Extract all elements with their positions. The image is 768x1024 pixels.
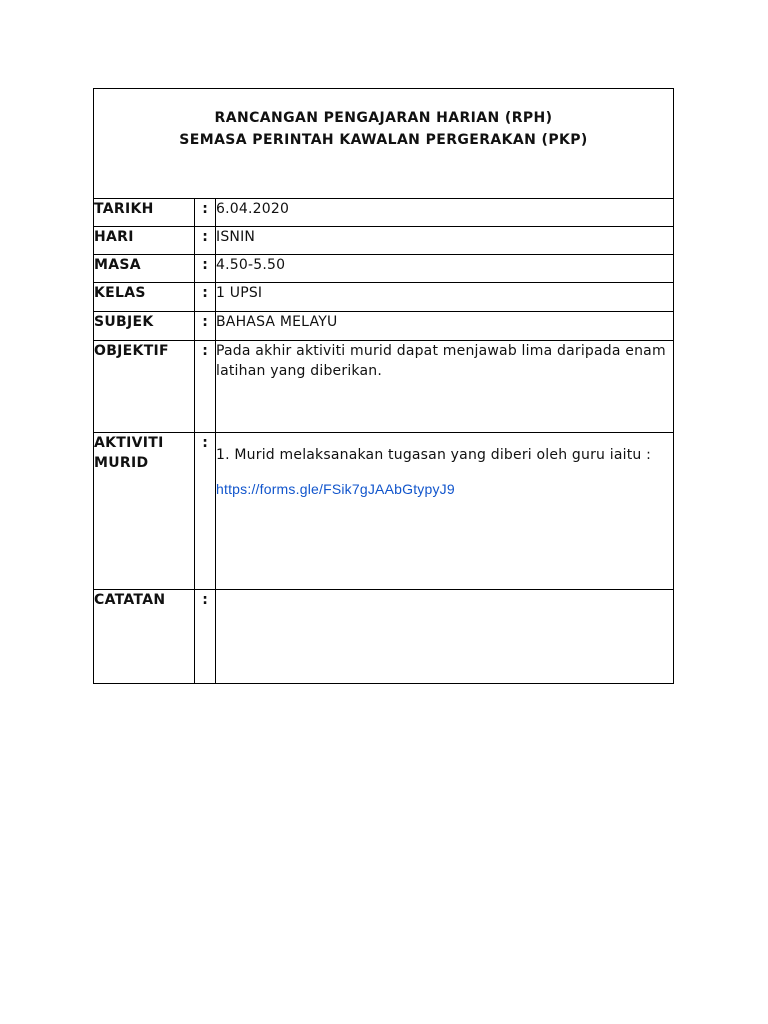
colon-separator: : (195, 341, 216, 433)
title-row (94, 89, 674, 199)
value-objektif: Pada akhir aktiviti murid dapat menjawab lima daripada enam latihan yang diberikan. (216, 341, 674, 433)
colon-separator: : (195, 312, 216, 341)
colon-separator: : (195, 199, 216, 227)
row-hari (94, 227, 674, 255)
value-tarikh: 6.04.2020 (216, 199, 674, 227)
rph-table (93, 88, 674, 684)
value-subjek: BAHASA MELAYU (216, 312, 674, 341)
value-catatan (216, 590, 674, 684)
row-kelas (94, 283, 674, 312)
row-aktiviti-murid (94, 433, 674, 590)
colon-separator: : (195, 283, 216, 312)
label-subjek: SUBJEK (94, 312, 195, 341)
value-aktiviti-murid (216, 433, 674, 590)
label-masa: MASA (94, 255, 195, 283)
aktiviti-instruction: 1. Murid melaksanakan tugasan yang diberi oleh guru iaitu : (216, 447, 652, 463)
label-aktiviti-line1: AKTIVITI (94, 435, 164, 451)
label-kelas: KELAS (94, 283, 195, 312)
title-cell (94, 89, 674, 199)
row-objektif (94, 341, 674, 433)
label-catatan: CATATAN (94, 590, 195, 684)
row-catatan (94, 590, 674, 684)
row-masa (94, 255, 674, 283)
label-objektif: OBJEKTIF (94, 341, 195, 433)
value-hari: ISNIN (216, 227, 674, 255)
label-tarikh: TARIKH (94, 199, 195, 227)
value-kelas: 1 UPSI (216, 283, 674, 312)
label-aktiviti-line2: MURID (94, 455, 149, 471)
colon-separator: : (195, 590, 216, 684)
colon-separator: : (195, 433, 216, 590)
row-subjek (94, 312, 674, 341)
row-tarikh (94, 199, 674, 227)
document-subtitle: SEMASA PERINTAH KAWALAN PERGERAKAN (PKP) (179, 132, 588, 148)
colon-separator: : (195, 227, 216, 255)
label-hari: HARI (94, 227, 195, 255)
document-title: RANCANGAN PENGAJARAN HARIAN (RPH) (214, 110, 553, 126)
google-form-link[interactable]: https://forms.gle/FSik7gJAAbGtypyJ9 (216, 481, 455, 497)
colon-separator: : (195, 255, 216, 283)
label-aktiviti-murid (94, 433, 195, 590)
value-masa: 4.50-5.50 (216, 255, 674, 283)
